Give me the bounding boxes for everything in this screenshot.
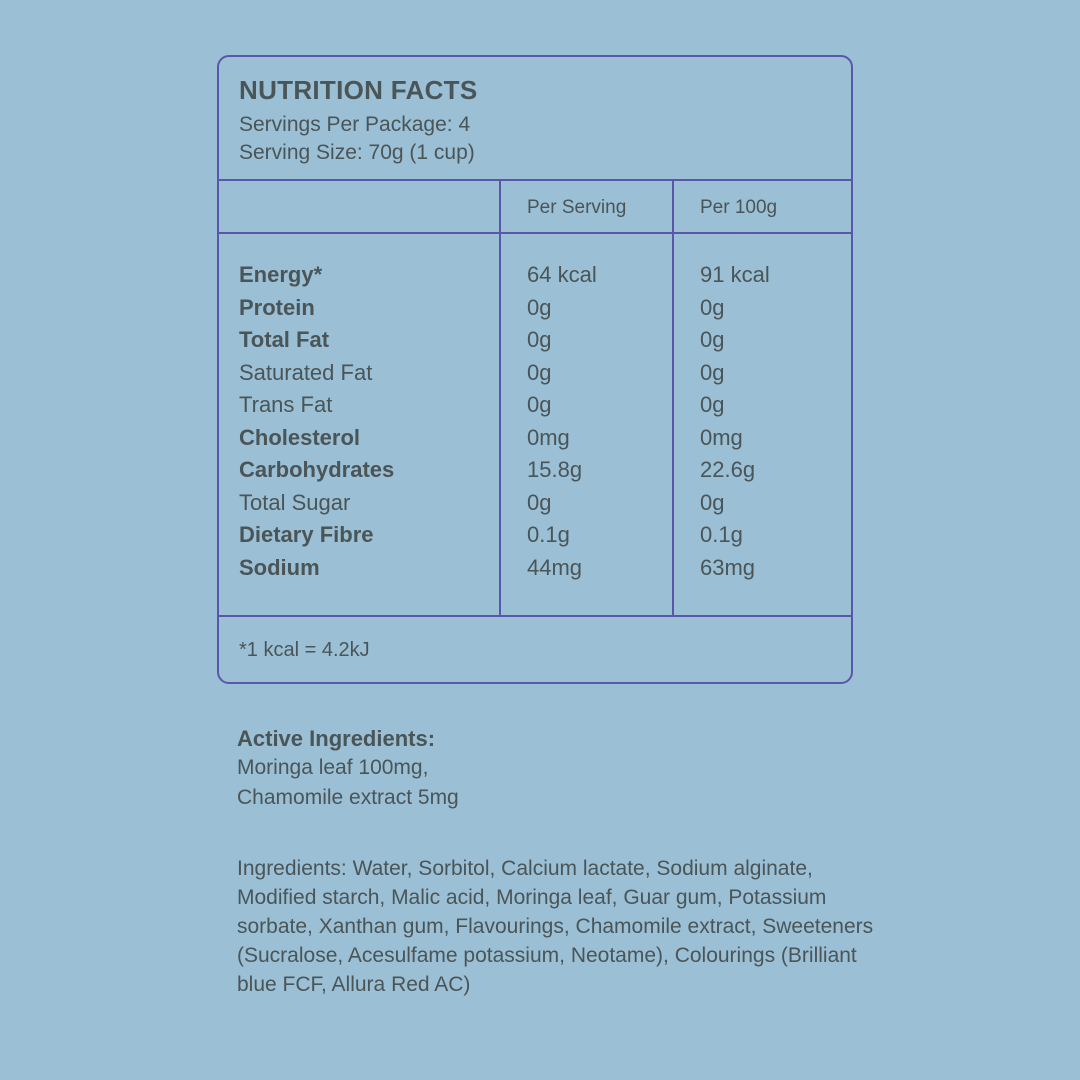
per-serving-value: 0g [527, 294, 552, 320]
per-100g-value: 0.1g [700, 522, 743, 547]
active-ingredients-title: Active Ingredients: [237, 726, 436, 751]
per-serving-value: 0.1g [527, 522, 570, 547]
per-100g-value: 0g [700, 327, 725, 352]
per-100g-value: 0g [700, 392, 725, 417]
ingredients-list: Ingredients: Water, Sorbitol, Calcium lactate, Sodium alginate, Modified starch, Malic acid, Moringa leaf, Guar gum, Potassium sorbate, Xanthan gum, Flavourings, Chamomile extract, Sweeteners (Sucralose, Acesulfame potassium, Neotame), Colourings (Brilliant blue FCF, Allura Red AC) [237, 857, 874, 996]
serving-size: Serving Size: 70g (1 cup) [239, 141, 475, 164]
per-serving-value: 64 kcal [527, 262, 597, 287]
nutrient-label: Saturated Fat [239, 359, 373, 385]
per-100g-value: 0g [700, 294, 725, 320]
nutrition-facts-panel [217, 55, 853, 684]
nutrient-label: Carbohydrates [239, 457, 395, 482]
per-100g-value: 0mg [700, 424, 743, 450]
per-100g-value: 22.6g [700, 457, 756, 482]
per-serving-value: 0g [527, 327, 552, 352]
nutrient-label: Sodium [239, 554, 320, 580]
column-header-per-serving: Per Serving [527, 197, 627, 218]
active-ingredient-line: Chamomile extract 5mg [237, 786, 459, 809]
per-serving-value: 44mg [527, 554, 583, 580]
per-serving-value: 0g [527, 392, 552, 417]
nutrient-label: Trans Fat [239, 392, 333, 417]
per-serving-value: 0g [527, 359, 552, 385]
column-divider-2 [672, 179, 674, 617]
column-divider-1 [499, 179, 501, 617]
energy-footnote: *1 kcal = 4.2kJ [239, 639, 370, 661]
column-header-divider [219, 232, 851, 234]
nutrient-label: Energy* [239, 262, 323, 287]
per-100g-value: 0g [700, 489, 725, 515]
per-serving-value: 15.8g [527, 457, 583, 482]
nutrient-label: Cholesterol [239, 424, 361, 450]
nutrition-facts-title: NUTRITION FACTS [239, 75, 478, 105]
per-serving-value: 0g [527, 489, 552, 515]
nutrient-label: Protein [239, 294, 315, 320]
nutrient-label: Dietary Fibre [239, 522, 374, 547]
per-serving-value: 0mg [527, 424, 570, 450]
servings-per-package: Servings Per Package: 4 [239, 113, 471, 136]
footnote-divider [219, 615, 851, 617]
active-ingredient-line: Moringa leaf 100mg, [237, 756, 429, 779]
per-100g-value: 63mg [700, 554, 756, 580]
per-100g-value: 0g [700, 359, 725, 385]
nutrient-label: Total Fat [239, 327, 330, 352]
per-100g-value: 91 kcal [700, 262, 770, 287]
nutrient-label: Total Sugar [239, 489, 351, 515]
column-header-per-100g: Per 100g [700, 197, 778, 218]
header-divider [219, 179, 851, 181]
